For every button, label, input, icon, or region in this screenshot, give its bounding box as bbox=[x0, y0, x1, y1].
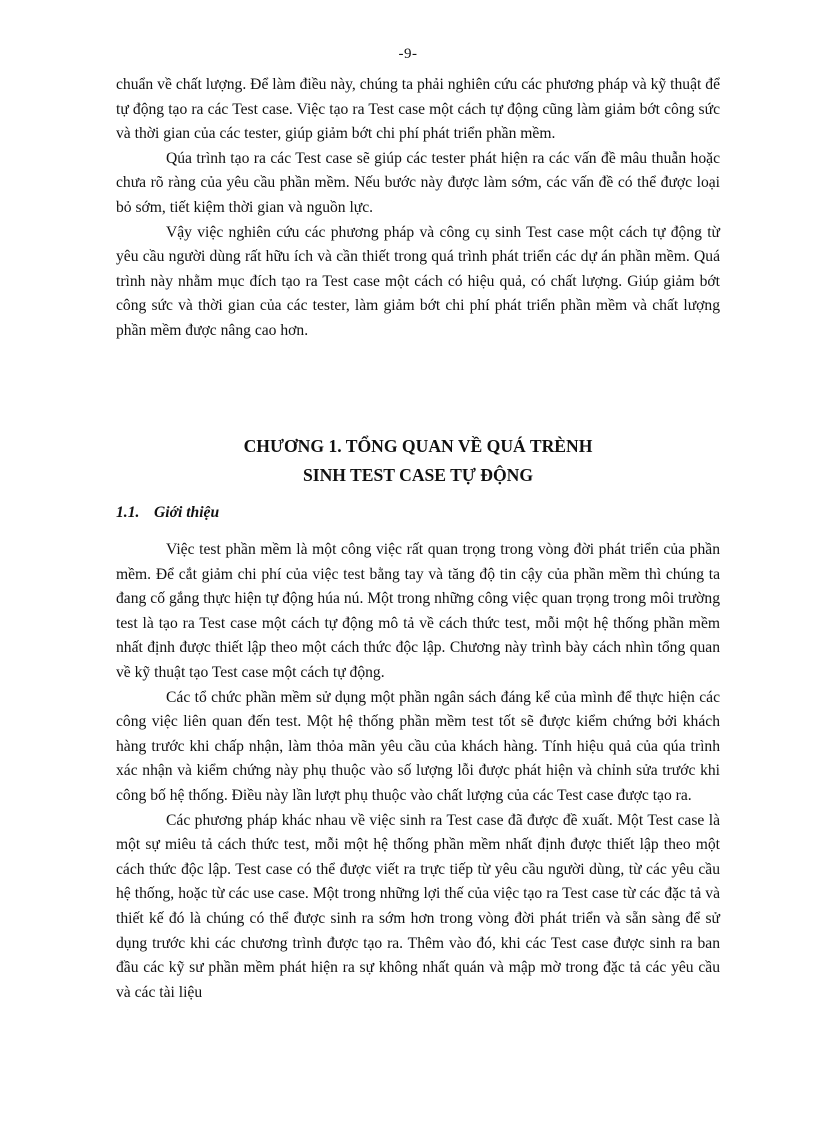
chapter-title-line-1: CHƯƠNG 1. TỔNG QUAN VỀ QUÁ TRÈNH bbox=[243, 436, 593, 456]
body-paragraph: Việc test phần mềm là một công việc rất quan trọng trong vòng đời phát triển của phần mềm. Để cắt giảm chi phí của việc test bằng tay và tăng độ tin cậy của phần mềm thì chúng ta đang cố gắng thực hiện tự động húa nú. Một trong những công việc quan trọng trong môi trường test là tạo ra Test case một cách tự động mô tả về cách thức test, mỗi một hệ thống phần mềm nhất định được thiết lập theo một cách thức độc lập. Chương này trình bày cách nhìn tổng quan về kỹ thuật tạo Test case một cách tự động. bbox=[116, 541, 720, 681]
body-paragraph: Các phương pháp khác nhau về việc sinh ra Test case đã được đề xuất. Một Test case là một sự miêu tả cách thức test, mỗi một hệ thống phần mềm nhất định được thiết lập theo một cách thức độc lập. Test case có thể được viết ra trực tiếp từ yêu cầu người dùng, từ các yêu cầu hệ thống, hoặc từ các use case. Một trong những lợi thế của việc tạo ra Test case từ các đặc tả và thiết kế đó là chúng có thể được sinh ra sớm hơn trong vòng đời phát triển và sẵn sàng để sử dụng trước khi các chương trình được tạo ra. Thêm vào đó, khi các Test case được sinh ra ban đầu các kỹ sư phần mềm phát hiện ra sự không nhất quán và mập mờ trong đặc tả các yêu cầu và các tài liệu bbox=[116, 811, 720, 1001]
intro-paragraph: Vậy việc nghiên cứu các phương pháp và công cụ sinh Test case một cách tự động từ yêu cầu người dùng rất hữu ích và cần thiết trong quá trình phát triển các dự án phần mềm. Quá trình này nhằm mục đích tạo ra Test case một cách có hiệu quả, có chất lượng. Giúp giảm bớt công sức và thời gian của các tester, làm giảm bớt chi phí phát triển phần mềm và chất lượng phần mềm được nâng cao hơn. bbox=[116, 223, 720, 339]
chapter-title-line-2: SINH TEST CASE TỰ ĐỘNG bbox=[302, 465, 534, 485]
intro-paragraph: Qúa trình tạo ra các Test case sẽ giúp các tester phát hiện ra các vấn đề mâu thuẫn hoặc chưa rõ ràng của yêu cầu phần mềm. Nếu bước này được làm sớm, các vấn đề có thể được loại bỏ sớm, tiết kiệm thời gian và nguồn lực. bbox=[116, 149, 720, 216]
section-title: Giới thiệu bbox=[154, 504, 220, 521]
section-body bbox=[116, 538, 720, 1005]
section-number: 1.1. bbox=[116, 504, 140, 521]
intro-paragraph-continuation: chuẩn về chất lượng. Để làm điều này, chúng ta phải nghiên cứu các phương pháp và kỹ thuật để tự động tạo ra các Test case. Việc tạo ra Test case một cách tự động cũng làm giảm bớt công sức và thời gian của các tester, giúp giảm bớt chi phí phát triển phần mềm. bbox=[116, 76, 720, 143]
page-number: -9- bbox=[398, 46, 418, 62]
body-paragraph: Các tổ chức phần mềm sử dụng một phần ngân sách đáng kể của mình để thực hiện các công việc liên quan đến test. Một hệ thống phần mềm test tốt sẽ được kiểm chứng bởi khách hàng trước khi chấp nhận, làm thỏa mãn yêu cầu của khách hàng. Tính hiệu quả của qúa trình xác nhận và kiểm chứng này phụ thuộc vào số lượng lỗi được phát hiện và chỉnh sửa trước khi công bố hệ thống. Điều này lần lượt phụ thuộc vào chất lượng của các Test case được tạo ra. bbox=[116, 688, 720, 804]
section-heading bbox=[116, 504, 720, 522]
intro-text bbox=[116, 73, 720, 344]
chapter-title bbox=[116, 432, 720, 490]
